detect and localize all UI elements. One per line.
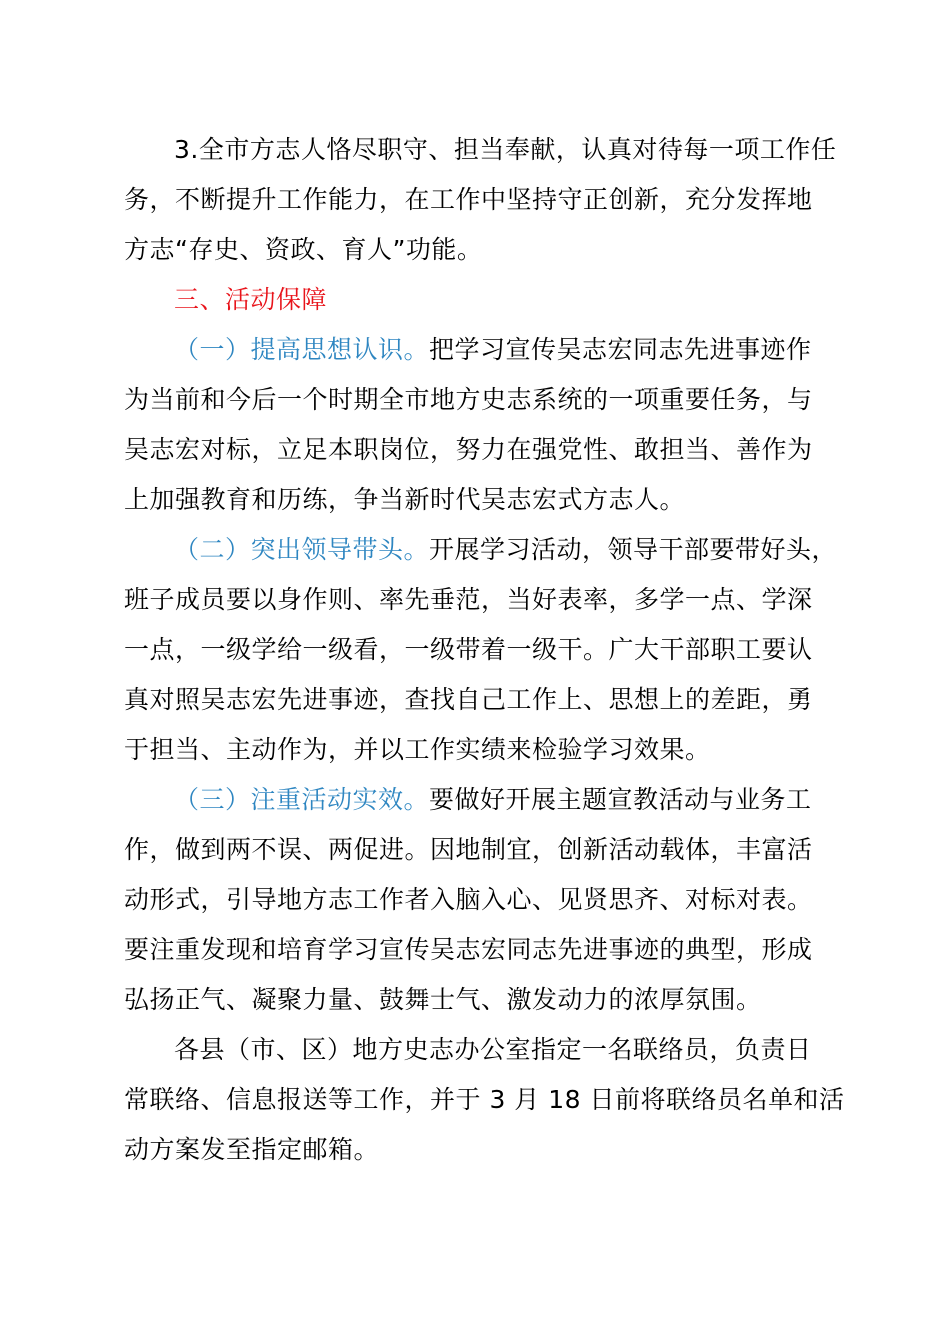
sub2-line-5: 于担当、主动作为，并以工作实绩来检验学习效果。 [124,735,711,764]
sub2-line-3: 一点，一级学给一级看，一级带着一级干。广大干部职工要认 [124,635,813,664]
item3-line-1: 3.全市方志人恪尽职守、担当奉献，认真对待每一项工作任 [174,135,837,164]
sub3-line-2: 作，做到两不误、两促进。因地制宜，创新活动载体，丰富活 [124,835,813,864]
sub3-line-3: 动形式，引导地方志工作者入脑入心、见贤思齐、对标对表。 [124,885,813,914]
sub2-heading: （二）突出领导带头。 [174,535,430,564]
sub2-first-line-text: 开展学习活动，领导干部要带好头， [429,535,838,564]
sub1-line-4: 上加强教育和历练，争当新时代吴志宏式方志人。 [124,485,686,514]
sub3-first-line [174,784,812,816]
sub1-first-line-text: 把学习宣传吴志宏同志先进事迹作 [429,335,812,364]
sub3-line-4: 要注重发现和培育学习宣传吴志宏同志先进事迹的典型，形成 [124,935,813,964]
sub1-line-3: 吴志宏对标，立足本职岗位，努力在强党性、敢担当、善作为 [124,435,813,464]
sub2-line-4: 真对照吴志宏先进事迹，查找自己工作上、思想上的差距，勇 [124,685,813,714]
item3-line-2: 务，不断提升工作能力，在工作中坚持守正创新，充分发挥地 [124,185,813,214]
closing-line-2: 常联络、信息报送等工作，并于 3 月 18 日前将联络员名单和活 [124,1085,845,1114]
sub2-first-line [174,534,837,566]
sub3-first-line-text: 要做好开展主题宣教活动与业务工 [429,785,812,814]
sub2-line-2: 班子成员要以身作则、率先垂范，当好表率，多学一点、学深 [124,585,813,614]
sub3-line-5: 弘扬正气、凝聚力量、鼓舞士气、激发动力的浓厚氛围。 [124,985,762,1014]
sub3-heading: （三）注重活动实效。 [174,785,430,814]
sub1-heading: （一）提高思想认识。 [174,335,430,364]
sub1-line-2: 为当前和今后一个时期全市地方史志系统的一项重要任务，与 [124,385,813,414]
item3-line-3: 方志“存史、资政、育人”功能。 [124,235,483,264]
section-heading: 三、活动保障 [174,285,328,314]
closing-line-3: 动方案发至指定邮箱。 [124,1135,380,1164]
closing-line-1: 各县（市、区）地方史志办公室指定一名联络员，负责日 [174,1035,812,1064]
sub1-first-line [174,334,812,366]
